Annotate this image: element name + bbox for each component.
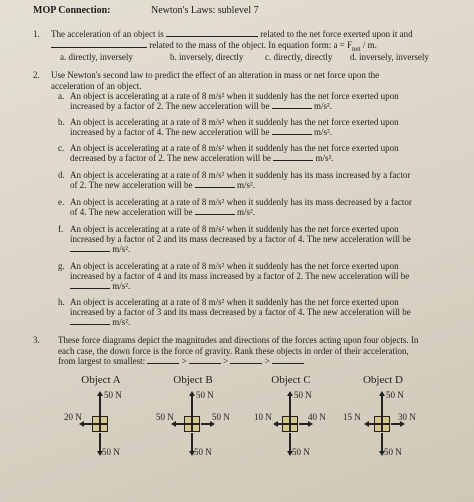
force-down-line [191, 433, 193, 453]
answer-blank[interactable] [195, 187, 235, 188]
object-box [374, 416, 390, 432]
force-up-line [99, 394, 101, 416]
answer-blank[interactable] [70, 288, 110, 289]
q1-subscript: net [352, 44, 361, 53]
q2-item-a [58, 91, 450, 111]
force-left-label: 10 N [254, 412, 272, 422]
item-letter: c. [58, 143, 65, 153]
answer-blank[interactable] [272, 134, 312, 135]
item-line2: increased by a factor of 2. The new acceleration will be [70, 101, 270, 111]
force-down-label: 50 N [292, 447, 310, 457]
force-up-line [191, 394, 193, 416]
item-line1: An object is accelerating at a rate of 8 m/s² when it suddenly has its mass decreased by a factor [70, 197, 412, 207]
object-box [282, 416, 298, 432]
item-line2: increased by a factor of 2 and its mass decreased by a factor of 4. The new acceleration will be [70, 234, 411, 244]
item-letter: f. [58, 224, 64, 234]
force-up-label: 50 N [104, 390, 122, 400]
q2-item-d [58, 170, 450, 190]
q3-number: 3. [33, 335, 40, 345]
item-letter: e. [58, 197, 65, 207]
q1-choices [60, 52, 460, 64]
force-left-label: 15 N [343, 412, 361, 422]
item-line2: of 4. The new acceleration will be [70, 207, 193, 217]
item-letter: b. [58, 117, 65, 127]
force-down-line [381, 433, 383, 453]
rank-gt: > [223, 356, 229, 366]
item-line2: increased by a factor of 3 and its mass decreased by a factor of 4. The new acceleration will be [70, 307, 411, 317]
item-letter: g. [58, 261, 65, 271]
force-down-line [289, 433, 291, 453]
force-left-label: 50 N [156, 412, 174, 422]
object-box [184, 416, 200, 432]
header-title: MOP Connection: [33, 5, 111, 16]
rank-blank-3[interactable] [230, 363, 262, 364]
force-down-label: 50 N [194, 447, 212, 457]
item-line2: increased by a factor of 4. The new acceleration will be [70, 127, 270, 137]
object-title: Object D [362, 374, 403, 386]
q2-item-e [58, 197, 450, 217]
q3-line1: These force diagrams depict the magnitudes and directions of the forces acting upon four objects. In [58, 335, 419, 345]
q1-choice-c: c. directly, directly [265, 52, 333, 62]
q3-line2: each case, the down force is the force of gravity. Rank these objects in order of their acceleration, [58, 345, 409, 356]
q2-item-c [58, 143, 450, 163]
force-up-label: 50 N [294, 390, 312, 400]
answer-blank[interactable] [273, 160, 313, 161]
rank-blank-4[interactable] [272, 363, 304, 364]
item-unit: m/s². [112, 244, 131, 254]
object-c-diagram [256, 374, 346, 474]
rank-blank-2[interactable] [189, 363, 221, 364]
item-unit: m/s². [112, 317, 131, 327]
rank-gt: > [181, 356, 187, 366]
q2-item-h [58, 297, 450, 327]
header-subtitle: Newton's Laws: sublevel 7 [151, 5, 259, 16]
force-up-label: 50 N [196, 390, 214, 400]
force-down-label: 50 N [384, 447, 402, 457]
q2-item-g [58, 261, 450, 291]
item-unit: m/s². [314, 101, 332, 111]
q2-intro-line2: acceleration of an object. [51, 80, 142, 91]
item-line1: An object is accelerating at a rate of 8 m/s² when it suddenly has the net force exerted upon [70, 143, 399, 153]
q3-line3: from largest to smallest: [58, 356, 146, 366]
item-line1: An object is accelerating at a rate of 8 m/s² when it suddenly has its mass increased by a factor [70, 170, 411, 180]
force-left-arrow [364, 421, 369, 427]
item-unit: m/s². [315, 153, 334, 163]
force-down-label: 50 N [102, 447, 120, 457]
item-line1: An object is accelerating at a rate of 8 m/s² when it suddenly has the net force exerted upon [70, 224, 399, 234]
q1-number: 1. [33, 29, 40, 39]
answer-blank[interactable] [272, 108, 312, 109]
item-line2: decreased by a factor of 2. The new acceleration will be [70, 153, 271, 163]
item-line1: An object is accelerating at a rate of 8 m/s² when it suddenly has the net force exerted upon [70, 117, 399, 127]
q2-number: 2. [33, 70, 40, 80]
q2-intro-line1: Use Newton's second law to predict the effect of an alteration in mass or net force upon the [51, 70, 380, 80]
rank-gt: > [264, 356, 270, 366]
q1-choice-b: b. inversely, directly [170, 52, 244, 62]
item-line2: of 2. The new acceleration will be [70, 180, 193, 190]
item-unit: m/s². [237, 180, 255, 190]
q2-item-b [58, 117, 450, 137]
force-up-line [289, 394, 291, 416]
object-title: Object C [271, 374, 311, 386]
item-unit: m/s². [112, 281, 131, 291]
object-title: Object A [81, 374, 121, 386]
object-box [92, 416, 108, 432]
q1-choice-d: d. inversely, inversely [350, 52, 429, 62]
q2-item-f [58, 224, 450, 254]
q1-choice-a: a. directly, inversely [60, 52, 133, 62]
q1-blank-1[interactable] [166, 36, 258, 37]
q3-text [58, 335, 463, 367]
item-unit: m/s². [314, 127, 332, 137]
item-line1: An object is accelerating at a rate of 8 m/s² when it suddenly has the net force exerted upon [70, 261, 399, 271]
answer-blank[interactable] [70, 251, 110, 252]
q1-line2: related to the mass of the object. In equation form: a = F [149, 39, 353, 50]
q2-intro [51, 70, 461, 91]
object-a-diagram [66, 374, 156, 474]
force-right-label: 50 N [212, 412, 230, 422]
force-left-arrow [273, 421, 278, 427]
q1-line1b: related to the net force exerted upon it and [260, 29, 413, 39]
item-letter: d. [58, 170, 65, 180]
object-title: Object B [173, 374, 213, 386]
force-left-label: 20 N [64, 412, 82, 422]
force-down-line [99, 433, 101, 453]
item-letter: h. [58, 297, 65, 307]
q1-text [51, 29, 451, 54]
force-up-line [381, 394, 383, 416]
force-right-label: 30 N [398, 412, 416, 422]
rank-blank-1[interactable] [147, 363, 179, 364]
q1-blank-2[interactable] [51, 47, 147, 48]
force-right-label: 40 N [308, 412, 326, 422]
q1-line2-end: / m. [362, 39, 377, 50]
item-line2: increased by a factor of 4 and its mass increased by a factor of 2. The new acceleration will be [70, 271, 410, 281]
object-d-diagram [343, 374, 438, 474]
q1-line1: The acceleration of an object is [51, 29, 164, 39]
answer-blank[interactable] [195, 214, 235, 215]
item-line1: An object is accelerating at a rate of 8 m/s² when it suddenly has the net force exerted upon [70, 297, 399, 307]
answer-blank[interactable] [70, 324, 110, 325]
item-line1: An object is accelerating at a rate of 8 m/s² when it suddenly has the net force exerted upon [70, 91, 399, 101]
object-b-diagram [158, 374, 248, 474]
worksheet-header [33, 5, 259, 16]
force-up-label: 50 N [386, 390, 404, 400]
item-unit: m/s². [237, 207, 255, 217]
item-letter: a. [58, 91, 65, 101]
